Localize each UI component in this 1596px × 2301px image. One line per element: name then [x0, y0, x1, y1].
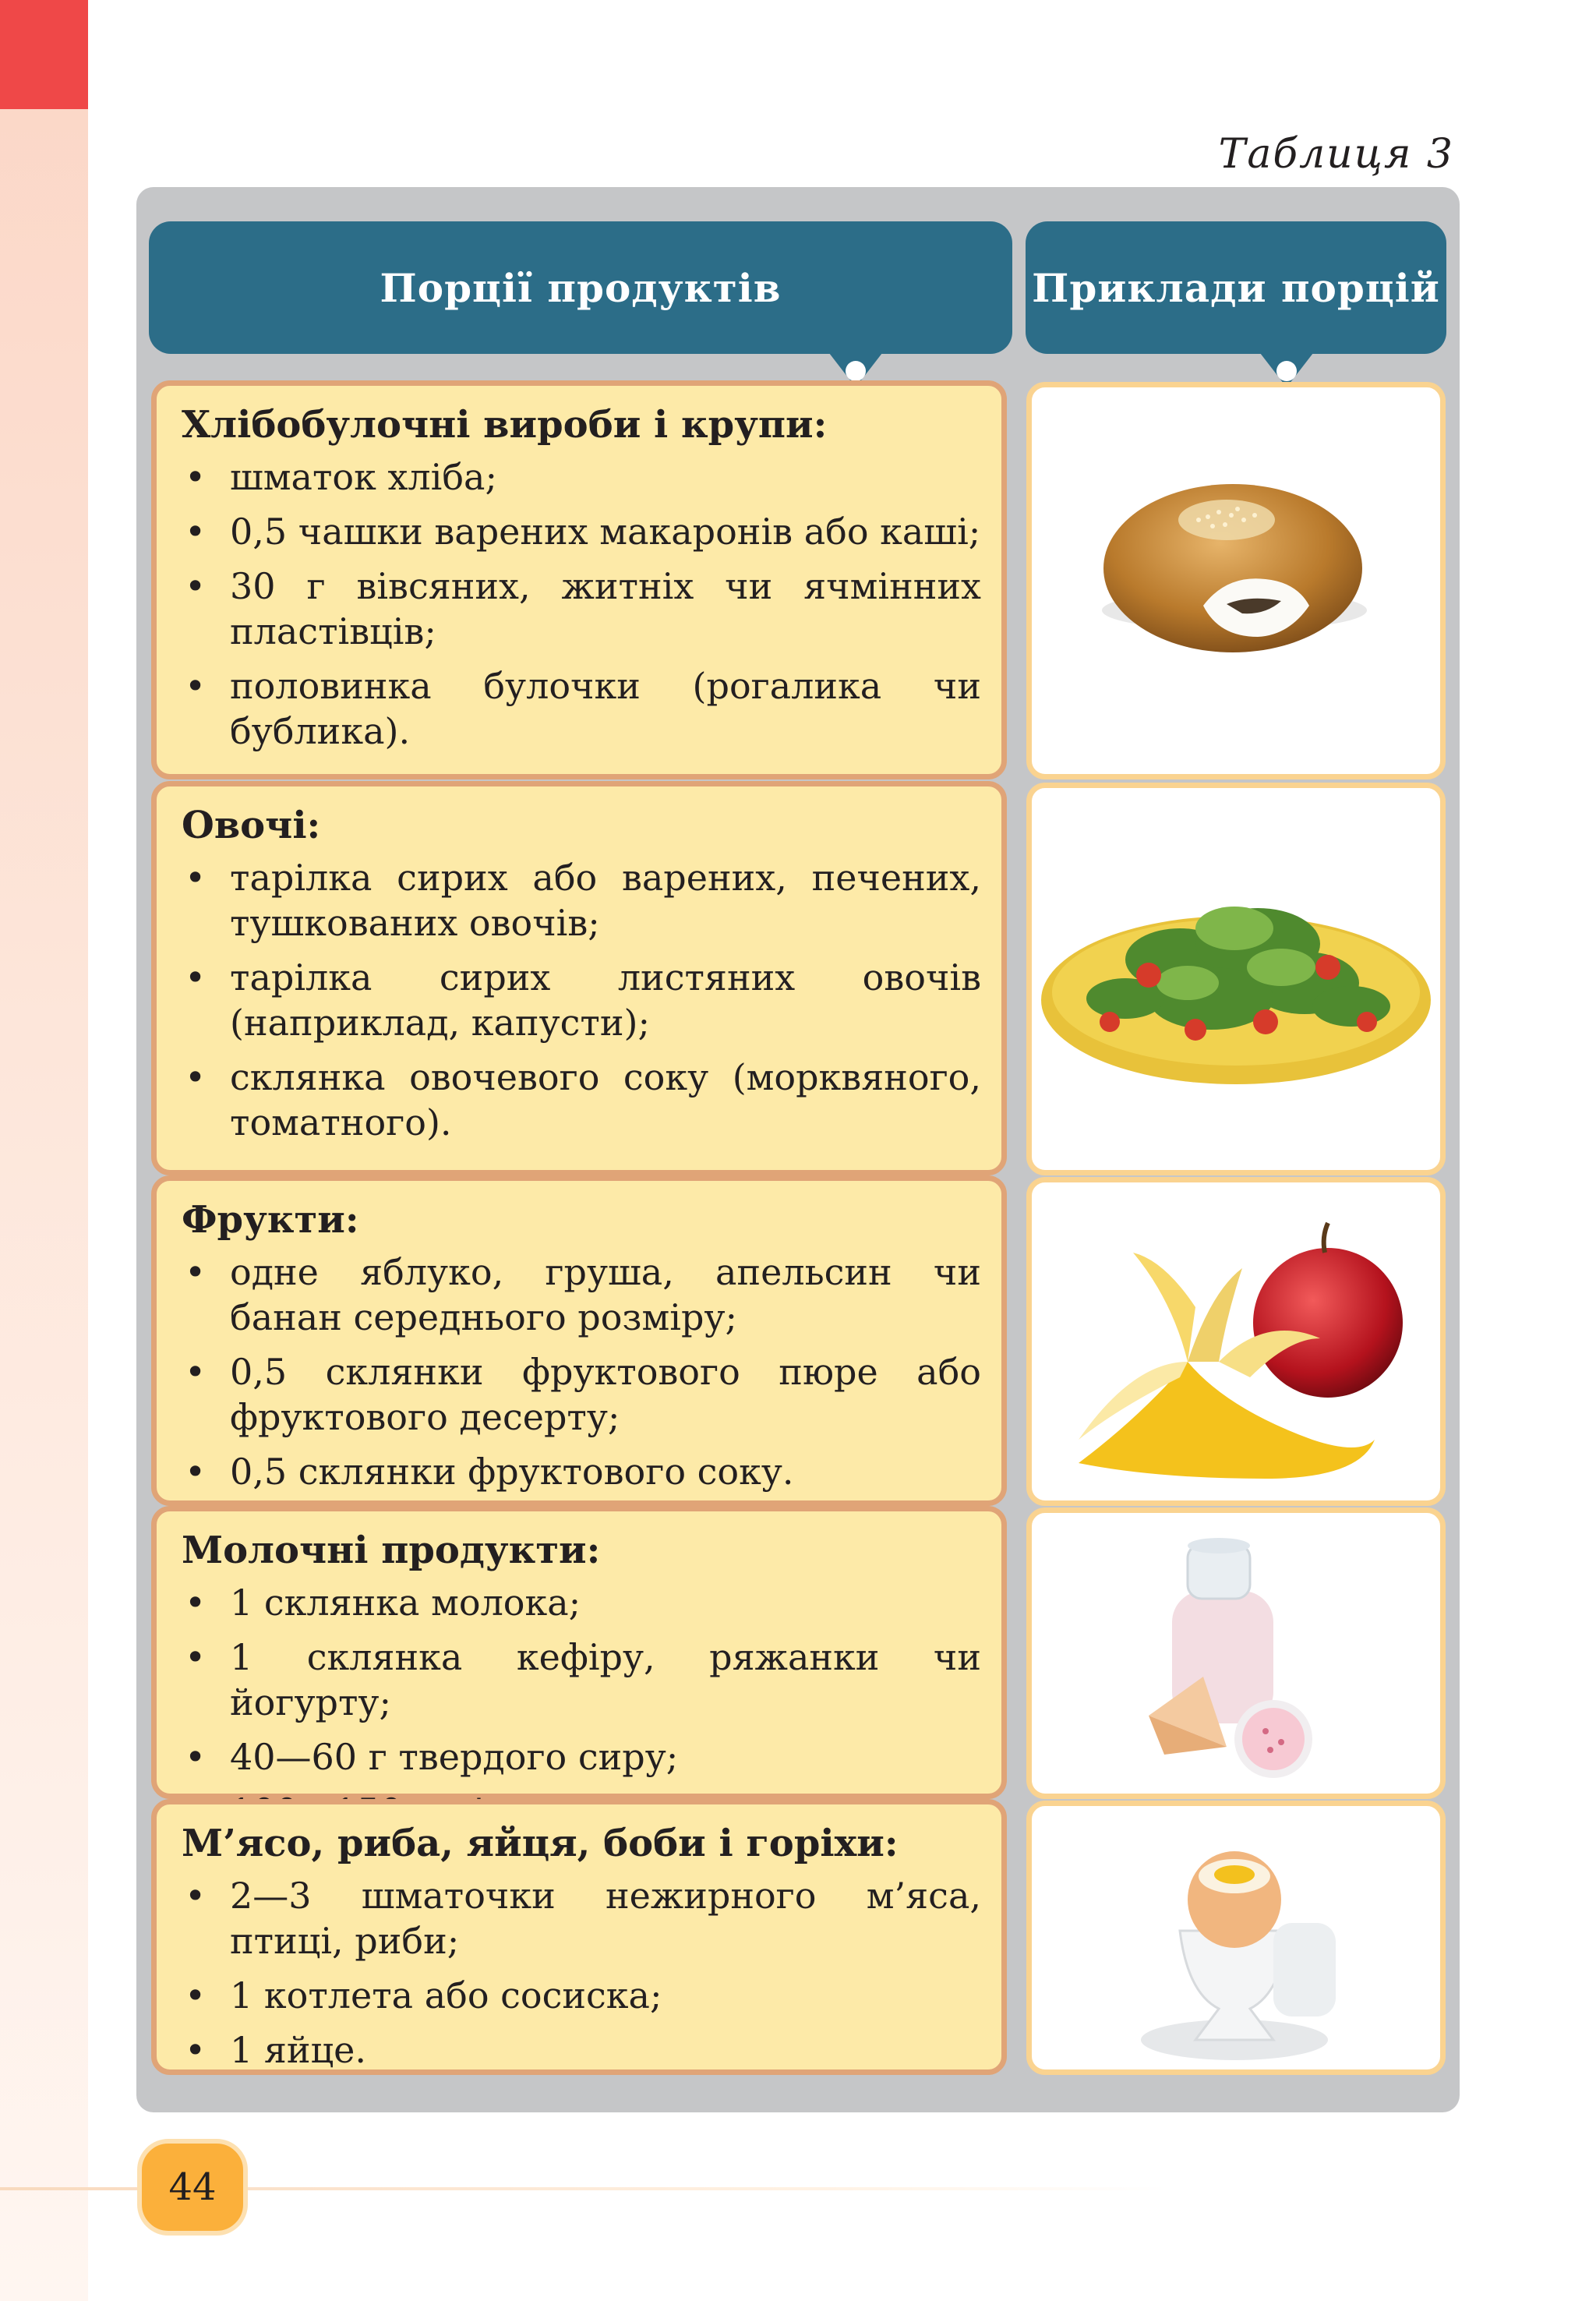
header-portions [149, 221, 1012, 354]
example-cell-fruits [1026, 1177, 1446, 1506]
category-cell-fruits [151, 1175, 1007, 1506]
list-item: • 40—60 г твердого сиру; [185, 1736, 679, 1778]
list-item: • 30 г вівсяних, житніх чи ячмінних пластівців; [185, 565, 981, 652]
page-number: 44 [137, 2139, 248, 2236]
header-examples [1026, 221, 1446, 354]
list-item: • 1 котлета або сосиска; [185, 1974, 662, 2016]
category-title: Хлібобулочні вироби і крупи: [182, 403, 828, 447]
dairy-image [1032, 1513, 1440, 1794]
list-item: • тарілка сирих або варених, печених, тушкованих овочів; [185, 857, 981, 944]
list-item: • склянка овочевого соку (морквяного, томатного). [185, 1056, 981, 1143]
chapter-tab [0, 0, 88, 109]
list-item: • 1 склянка молока; [185, 1582, 581, 1624]
table-caption: Таблиця 3 [1218, 131, 1454, 178]
category-title: Молочні продукти: [182, 1529, 601, 1572]
header-portions-label: Порції продуктів [380, 264, 782, 311]
list-item: • половинка булочки (рогалика чи бублика). [185, 665, 981, 752]
example-cell-protein [1026, 1801, 1446, 2075]
list-item: • 1 склянка кефіру, ряжанки чи йогурту; [185, 1636, 981, 1723]
category-title: Фрукти: [182, 1198, 359, 1242]
header-examples-label: Приклади порцій [1032, 264, 1440, 311]
category-title: М’ясо, риба, яйця, боби і горіхи: [182, 1822, 899, 1865]
list-item: • 0,5 чашки варених макаронів або каші; [185, 511, 981, 553]
category-title: Овочі: [182, 804, 321, 847]
list-item: • шматок хліба; [185, 456, 497, 498]
salad-plate-image [1032, 788, 1440, 1170]
list-item: • тарілка сирих листяних овочів (наприклад, капусти); [185, 956, 981, 1044]
category-cell-dairy [151, 1506, 1007, 1799]
list-item: • 1 яйце. [185, 2029, 366, 2071]
list-item: • 2—3 шматочки нежирного м’яса, птиці, риби; [185, 1875, 981, 1962]
page-margin-strip [0, 0, 88, 2301]
example-cell-grains [1026, 382, 1446, 779]
example-cell-dairy [1026, 1507, 1446, 1799]
category-cell-grains [151, 380, 1007, 779]
boiled-egg-image [1032, 1806, 1440, 2069]
example-cell-vegetables [1026, 783, 1446, 1175]
list-item: • одне яблуко, груша, апельсин чи банан середнього розміру; [185, 1251, 981, 1338]
category-cell-protein [151, 1799, 1007, 2075]
bun-image [1032, 387, 1440, 774]
banana-apple-image [1032, 1182, 1440, 1500]
category-cell-vegetables [151, 781, 1007, 1175]
list-item: • 0,5 склянки фруктового пюре або фруктового десерту; [185, 1351, 981, 1438]
list-item: • 0,5 склянки фруктового соку. [185, 1451, 794, 1493]
